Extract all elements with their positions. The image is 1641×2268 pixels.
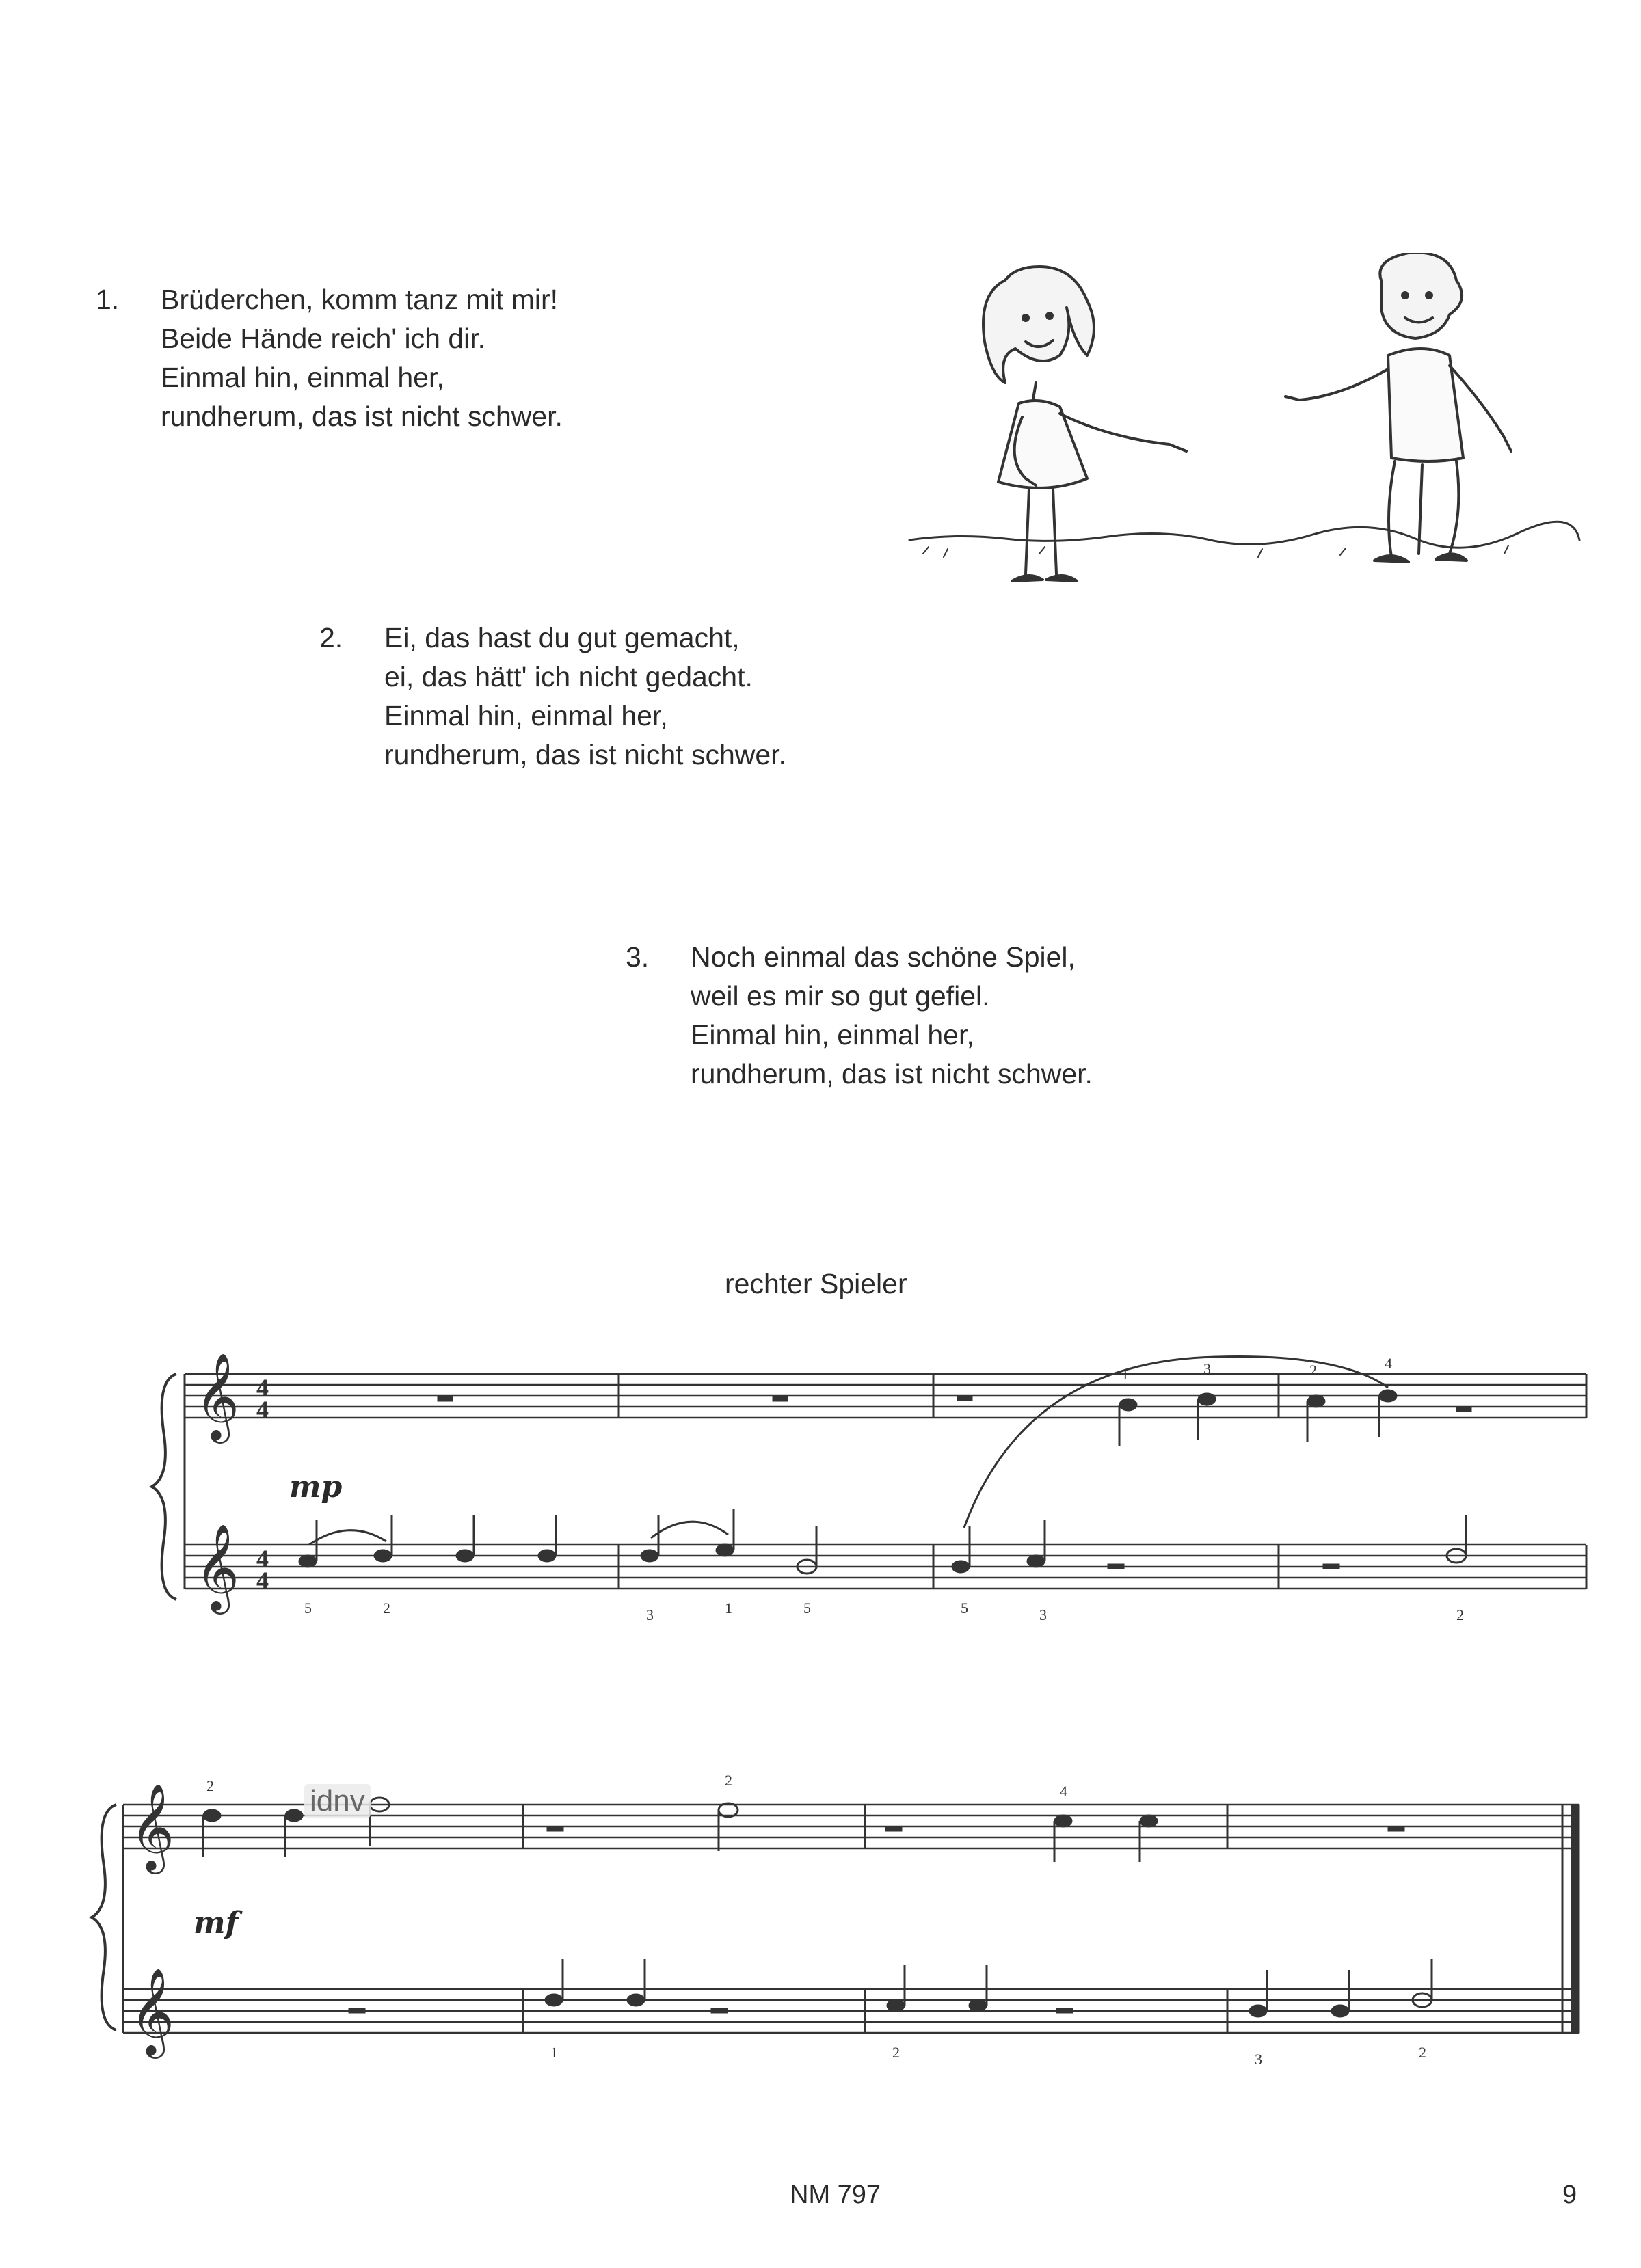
- treble-clef: 𝄞: [195, 1355, 240, 1438]
- fingering: 2: [206, 1777, 214, 1794]
- verse-line: Ei, das hast du gut gemacht,: [384, 622, 740, 653]
- time-signature-top: 4: [256, 1374, 269, 1401]
- dynamic-marking: mp: [289, 1470, 343, 1504]
- score-system-2: [0, 1729, 1641, 2098]
- verse-line: Noch einmal das schöne Spiel,: [691, 941, 1076, 973]
- treble-clef: 𝄞: [195, 1526, 240, 1609]
- note-head: [1198, 1393, 1216, 1405]
- dynamic-marking: mf: [194, 1906, 239, 1941]
- verse-line: Brüderchen, komm tanz mit mir!: [161, 284, 558, 315]
- verse-number: 3.: [626, 941, 650, 973]
- page-number: 9: [1562, 2181, 1577, 2209]
- catalog-code: NM 797: [790, 2181, 881, 2209]
- fingering: 1: [725, 1599, 732, 1617]
- fingering: 2: [1309, 1362, 1317, 1379]
- fingering: 5: [304, 1599, 312, 1617]
- note-head: [1307, 1395, 1325, 1407]
- final-barline: [1571, 1805, 1579, 2033]
- fingering: 3: [1203, 1360, 1211, 1377]
- time-signature-bottom: 4: [256, 1396, 269, 1423]
- fingering: 2: [383, 1599, 390, 1617]
- fingering: 5: [803, 1599, 811, 1617]
- treble-clef: 𝄞: [130, 1785, 175, 1869]
- part-label: rechter Spieler: [725, 1268, 907, 1299]
- verse-line: Einmal hin, einmal her,: [384, 700, 668, 731]
- verse-line: Beide Hände reich' ich dir.: [161, 323, 486, 354]
- fingering: 1: [1121, 1366, 1129, 1383]
- treble-clef: 𝄞: [130, 1970, 175, 2053]
- rest: [957, 1396, 972, 1401]
- rest: [1456, 1407, 1471, 1412]
- verse-line: Einmal hin, einmal her,: [691, 1019, 974, 1051]
- fingering: 2: [892, 2044, 900, 2061]
- rest: [438, 1396, 453, 1401]
- verse-line: Einmal hin, einmal her,: [161, 362, 444, 393]
- time-signature-top: 4: [256, 1545, 269, 1572]
- score-system-1: [0, 1333, 1641, 1668]
- note-head: [1379, 1390, 1397, 1402]
- verse-line: ei, das hätt' ich nicht gedacht.: [384, 661, 753, 692]
- rest: [773, 1396, 788, 1401]
- verse-line: weil es mir so gut gefiel.: [691, 980, 990, 1012]
- verse-number: 2.: [319, 622, 343, 653]
- fingering: 1: [550, 2044, 558, 2061]
- verse-line: rundherum, das ist nicht schwer.: [691, 1058, 1093, 1090]
- verse-line: rundherum, das ist nicht schwer.: [384, 739, 786, 770]
- fingering: 5: [961, 1599, 968, 1617]
- fingering: 3: [1039, 1606, 1047, 1623]
- verse-line: rundherum, das ist nicht schwer.: [161, 401, 563, 432]
- fingering: 2: [1419, 2044, 1426, 2061]
- fingering: 2: [1456, 1606, 1464, 1623]
- fingering: 4: [1060, 1783, 1067, 1800]
- dancing-children-illustration: [903, 253, 1586, 677]
- fingering: 4: [1385, 1355, 1392, 1372]
- fingering: 3: [646, 1606, 654, 1623]
- boy-figure: [1285, 253, 1511, 562]
- watermark-logo: idnv: [304, 1784, 371, 1818]
- fingering: 3: [1255, 2051, 1262, 2068]
- note-head: [1119, 1399, 1137, 1411]
- time-signature-bottom: 4: [256, 1567, 269, 1594]
- verse-number: 1.: [96, 284, 120, 315]
- fingering: 2: [725, 1772, 732, 1789]
